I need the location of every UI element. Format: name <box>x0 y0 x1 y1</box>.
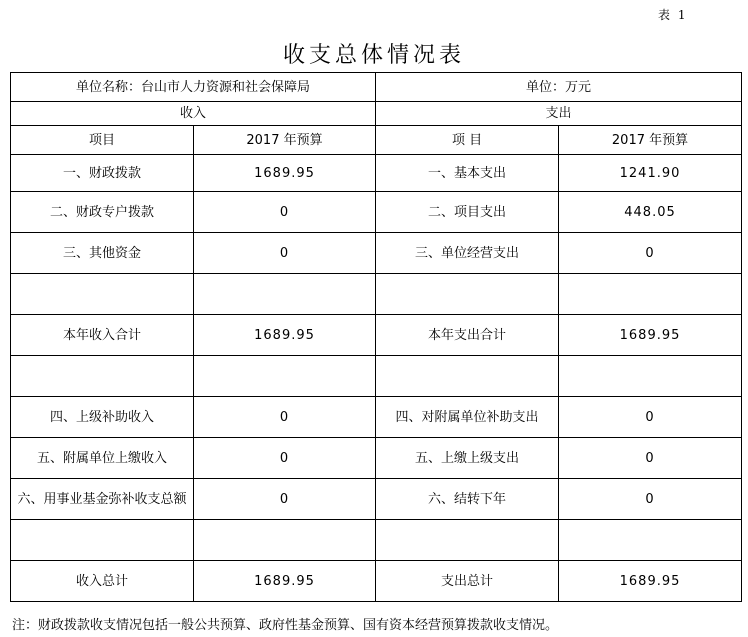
income-value <box>194 274 376 315</box>
income-budget-header: 2017 年预算 <box>194 126 376 155</box>
income-value: 1689.95 <box>194 315 376 356</box>
table-row <box>11 561 742 602</box>
income-value: 0 <box>194 397 376 438</box>
income-value: 0 <box>194 479 376 520</box>
expense-item: 本年支出合计 <box>376 315 559 356</box>
income-item: 二、财政专户拨款 <box>11 192 194 233</box>
expense-item: 三、单位经营支出 <box>376 233 559 274</box>
page-title: 收支总体情况表 <box>282 43 465 68</box>
column-header-row <box>11 126 742 155</box>
income-item: 五、附属单位上缴收入 <box>11 438 194 479</box>
section-row <box>11 102 742 126</box>
expense-item <box>376 356 559 397</box>
table-row <box>11 520 742 561</box>
expense-item: 六、结转下年 <box>376 479 559 520</box>
table-row <box>11 192 742 233</box>
expense-value: 0 <box>559 479 742 520</box>
income-value: 1689.95 <box>194 155 376 192</box>
income-item <box>11 356 194 397</box>
expense-item: 四、对附属单位补助支出 <box>376 397 559 438</box>
income-item-header: 项目 <box>11 126 194 155</box>
expense-value <box>559 274 742 315</box>
income-item: 六、用事业基金弥补收支总额 <box>11 479 194 520</box>
expense-value: 0 <box>559 233 742 274</box>
expense-value: 0 <box>559 397 742 438</box>
table-row <box>11 356 742 397</box>
unit-name-cell: 单位名称：台山市人力资源和社会保障局 <box>11 73 376 102</box>
expense-value <box>559 356 742 397</box>
table-row <box>11 479 742 520</box>
unit-cell: 单位：万元 <box>376 73 742 102</box>
expense-value: 1689.95 <box>559 315 742 356</box>
income-item <box>11 274 194 315</box>
expense-section-header: 支出 <box>376 102 742 126</box>
table-number: 表 1 <box>658 8 688 22</box>
expense-item-header: 项 目 <box>376 126 559 155</box>
income-item: 三、其他资金 <box>11 233 194 274</box>
income-item: 本年收入合计 <box>11 315 194 356</box>
income-section-header: 收入 <box>11 102 376 126</box>
expense-value: 448.05 <box>559 192 742 233</box>
income-value: 0 <box>194 233 376 274</box>
income-value <box>194 356 376 397</box>
expense-value <box>559 520 742 561</box>
budget-table <box>10 72 742 602</box>
table-row <box>11 155 742 192</box>
table-row <box>11 315 742 356</box>
income-item: 一、财政拨款 <box>11 155 194 192</box>
income-value: 0 <box>194 192 376 233</box>
income-item: 收入总计 <box>11 561 194 602</box>
income-value: 1689.95 <box>194 561 376 602</box>
income-value: 0 <box>194 438 376 479</box>
expense-item: 支出总计 <box>376 561 559 602</box>
table-row <box>11 438 742 479</box>
table-row <box>11 397 742 438</box>
income-value <box>194 520 376 561</box>
income-item <box>11 520 194 561</box>
expense-item <box>376 520 559 561</box>
income-item: 四、上级补助收入 <box>11 397 194 438</box>
unit-row <box>11 73 742 102</box>
expense-item <box>376 274 559 315</box>
table-row <box>11 233 742 274</box>
expense-value: 1689.95 <box>559 561 742 602</box>
expense-item: 五、上缴上级支出 <box>376 438 559 479</box>
table-row <box>11 274 742 315</box>
expense-value: 0 <box>559 438 742 479</box>
expense-value: 1241.90 <box>559 155 742 192</box>
footnote: 注：财政拨款收支情况包括一般公共预算、政府性基金预算、国有资本经营预算拨款收支情况。 <box>12 618 559 633</box>
expense-budget-header: 2017 年预算 <box>559 126 742 155</box>
expense-item: 二、项目支出 <box>376 192 559 233</box>
expense-item: 一、基本支出 <box>376 155 559 192</box>
